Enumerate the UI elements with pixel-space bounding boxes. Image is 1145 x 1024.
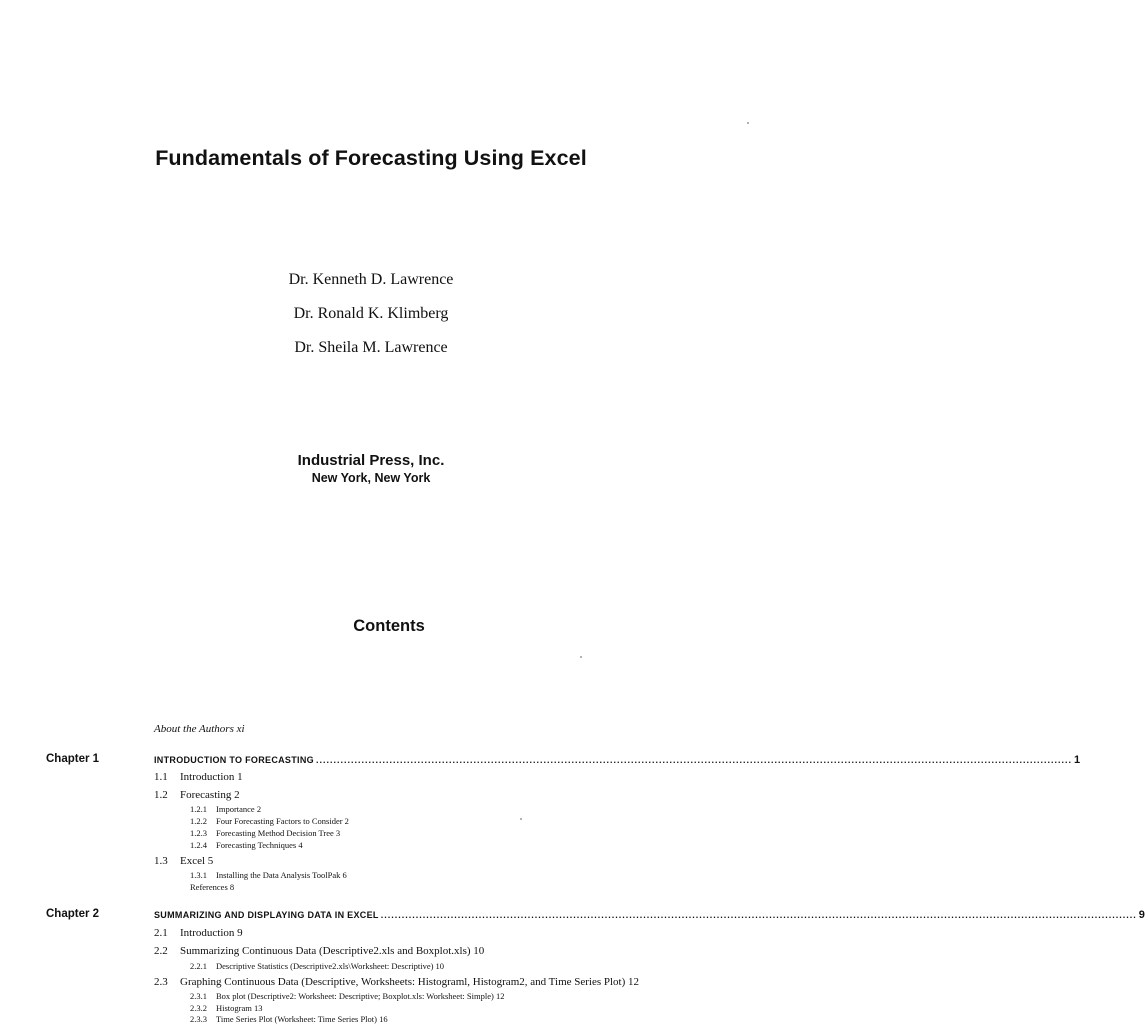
scan-speck [580, 656, 582, 658]
section-number: 2.1 [154, 927, 168, 939]
chapter-1-page: 1 [1074, 754, 1081, 766]
toc-entry [190, 816, 349, 826]
leader-dots: ........................................................................................................................................................................................................................ [380, 910, 1137, 920]
toc-about-authors: About the Authors xi [154, 723, 245, 735]
section-text: Forecasting Techniques 4 [216, 840, 303, 850]
section-number: 1.1 [154, 771, 168, 783]
section-text: Importance 2 [216, 804, 262, 814]
scan-speck [747, 122, 749, 124]
contents-heading: Contents [353, 617, 425, 635]
section-number: 2.3.2 [190, 1003, 207, 1013]
toc-entry [190, 882, 234, 892]
section-number: 1.3 [154, 855, 168, 867]
toc-entry [190, 870, 347, 880]
section-number: 1.2.1 [190, 804, 207, 814]
chapter-2-page: 9 [1138, 909, 1145, 921]
leader-dots: ........................................................................................................................................................................................................................ [315, 755, 1073, 765]
section-text: Forecasting Method Decision Tree 3 [216, 828, 341, 838]
author-2: Dr. Ronald K. Klimberg [293, 305, 449, 322]
section-number: 2.3.1 [190, 991, 207, 1001]
section-number: 1.2.3 [190, 828, 207, 838]
section-number: 2.2.1 [190, 961, 207, 971]
section-text: Four Forecasting Factors to Consider 2 [216, 816, 349, 826]
publisher: Industrial Press, Inc. [297, 452, 445, 469]
section-number: 2.3 [154, 976, 168, 988]
chapter-1-title: INTRODUCTION TO FORECASTING [154, 755, 314, 765]
toc-entry [154, 855, 213, 867]
section-text: Excel 5 [180, 855, 214, 867]
section-text: Histogram 13 [216, 1003, 263, 1013]
toc-entry [190, 1003, 263, 1013]
author-3: Dr. Sheila M. Lawrence [294, 339, 448, 356]
chapter-2-title: SUMMARIZING AND DISPLAYING DATA IN EXCEL [154, 910, 379, 920]
section-text: References 8 [190, 882, 235, 892]
toc-entry [154, 945, 484, 957]
toc-entry [190, 991, 504, 1001]
section-text: Installing the Data Analysis ToolPak 6 [216, 870, 347, 880]
chapter-2-title-row [154, 909, 1145, 921]
section-number: 2.2 [154, 945, 168, 957]
book-title: Fundamentals of Forecasting Using Excel [155, 146, 587, 170]
toc-entry [190, 828, 340, 838]
section-number: 1.2 [154, 789, 168, 801]
section-text: Graphing Continuous Data (Descriptive, Worksheets: Histograml, Histogram2, and Time Series Plot) 12 [180, 976, 640, 988]
author-1: Dr. Kenneth D. Lawrence [288, 271, 454, 288]
section-text: Descriptive Statistics (Descriptive2.xls\Worksheet: Descriptive) 10 [216, 961, 445, 971]
toc-entry [190, 804, 261, 814]
section-text: Forecasting 2 [180, 789, 240, 801]
section-number: 1.2.2 [190, 816, 207, 826]
toc-entry [190, 1014, 388, 1024]
chapter-1-title-row [154, 754, 1081, 766]
section-text: Introduction 1 [180, 771, 243, 783]
toc-entry [154, 927, 243, 939]
section-text: Box plot (Descriptive2: Worksheet: Descriptive; Boxplot.xls: Worksheet: Simple) 12 [216, 991, 505, 1001]
section-text: Introduction 9 [180, 927, 243, 939]
section-number: 1.2.4 [190, 840, 207, 850]
toc-entry [190, 961, 444, 971]
section-number: 1.3.1 [190, 870, 207, 880]
section-number: 2.3.3 [190, 1014, 207, 1024]
section-text: Summarizing Continuous Data (Descriptive2.xls and Boxplot.xls) 10 [180, 945, 485, 957]
toc-entry [154, 789, 240, 801]
section-text: Time Series Plot (Worksheet: Time Series Plot) 16 [216, 1014, 388, 1024]
chapter-2-label: Chapter 2 [46, 908, 100, 920]
scan-speck [520, 818, 522, 820]
toc-entry [154, 976, 639, 988]
toc-entry [190, 840, 303, 850]
chapter-1-label: Chapter 1 [46, 753, 100, 765]
toc-entry [154, 771, 243, 783]
publisher-location: New York, New York [311, 471, 431, 485]
